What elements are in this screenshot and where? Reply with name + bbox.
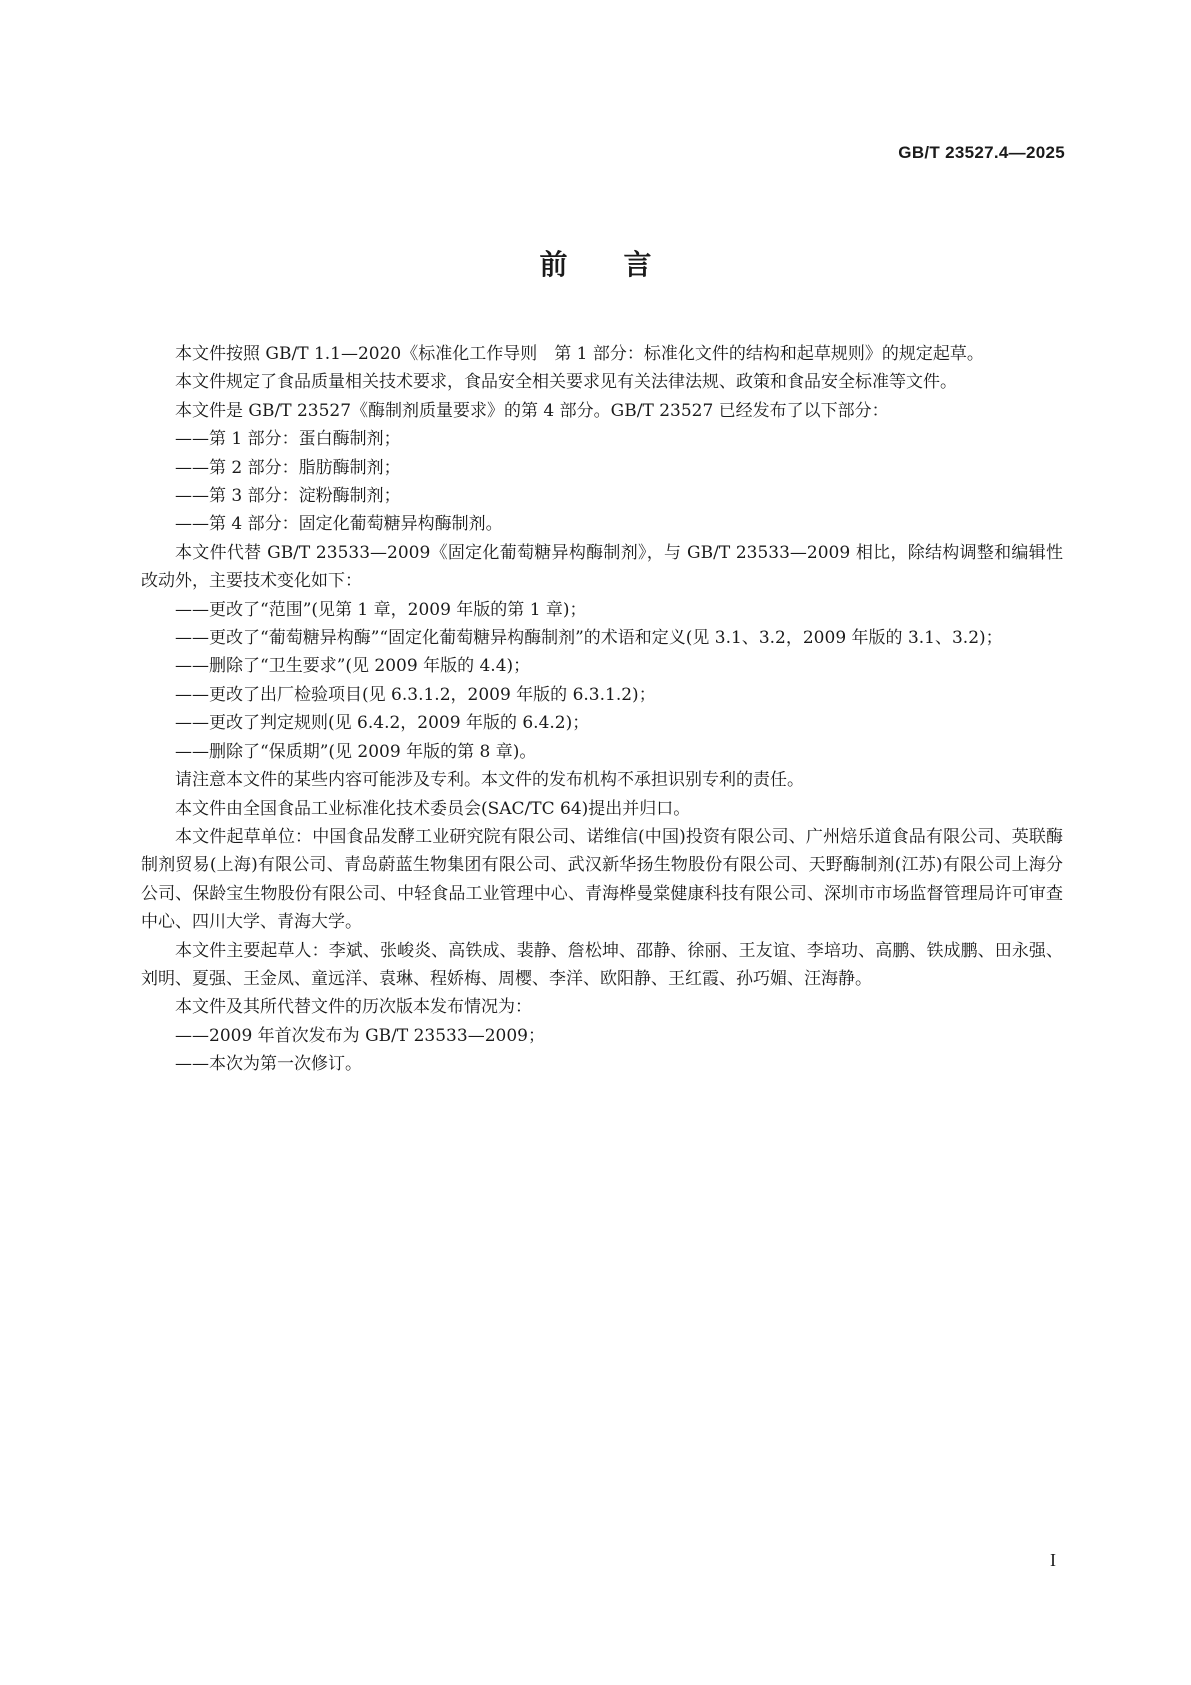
list-item: ——第 1 部分：蛋白酶制剂； xyxy=(175,429,401,450)
list-item: ——更改了出厂检验项目(见 6.3.1.2，2009 年版的 6.3.1.2)； xyxy=(175,684,656,705)
paragraph: 本文件按照 GB/T 1.1—2020《标准化工作导则 第 1 部分：标准化文件的结构和起草规则》的规定起草。 xyxy=(175,344,984,364)
page-number: I xyxy=(1050,1550,1056,1570)
paragraph: 本文件及其所代替文件的历次版本发布情况为： xyxy=(175,997,532,1018)
list-item: ——更改了“葡萄糖异构酶”“固定化葡萄糖异构酶制剂”的术语和定义(见 3.1、3.2，2009 年版的 3.1、3.2)； xyxy=(175,628,1003,649)
list-item: ——删除了“卫生要求”(见 2009 年版的 4.4)； xyxy=(175,656,531,677)
list-item: ——第 4 部分：固定化葡萄糖异构酶制剂。 xyxy=(175,514,503,535)
paragraph: 本文件起草单位：中国食品发酵工业研究院有限公司、诺维信(中国)投资有限公司、广州焙乐道食品有限公司、英联酶制剂贸易(上海)有限公司、青岛蔚蓝生物集团有限公司、武汉新华扬生物股份有限公司、天野酶制剂(江苏)有限公司上海分公司、保龄宝生物股份有限公司、中轻食品工业管理中心、青海桦曼棠健康科技有限公司、深圳市市场监督管理局许可审查中心、四川大学、青海大学。 xyxy=(141,826,1063,933)
list-item: ——更改了“范围”(见第 1 章，2009 年版的第 1 章)； xyxy=(175,599,587,620)
list-item: ——第 2 部分：脂肪酶制剂； xyxy=(175,457,401,478)
paragraph: 本文件是 GB/T 23527《酶制剂质量要求》的第 4 部分。GB/T 23527 已经发布了以下部分： xyxy=(175,400,889,421)
list-item: ——2009 年首次发布为 GB/T 23533—2009； xyxy=(175,1025,545,1046)
paragraph: 请注意本文件的某些内容可能涉及专利。本文件的发布机构不承担识别专利的责任。 xyxy=(175,770,804,791)
standard-code: GB/T 23527.4—2025 xyxy=(898,143,1065,162)
paragraph: 本文件主要起草人：李斌、张峻炎、高铁成、裴静、詹松坤、邵静、徐丽、王友谊、李培功、高鹏、铁成鹏、田永强、刘明、夏强、王金凤、童远洋、袁琳、程娇梅、周樱、李洋、欧阳静、王红霞、孙巧媚、汪海静。 xyxy=(141,940,1063,989)
list-item: ——更改了判定规则(见 6.4.2，2009 年版的 6.4.2)； xyxy=(175,713,590,734)
document-body xyxy=(141,340,1063,1079)
paragraph: 本文件规定了食品质量相关技术要求，食品安全相关要求见有关法律法规、政策和食品安全标准等文件。 xyxy=(175,372,957,393)
page-title: 前言 xyxy=(539,248,708,281)
list-item: ——第 3 部分：淀粉酶制剂； xyxy=(175,486,401,507)
paragraph: 本文件代替 GB/T 23533—2009《固定化葡萄糖异构酶制剂》，与 GB/T 23533—2009 相比，除结构调整和编辑性改动外，主要技术变化如下： xyxy=(141,542,1063,592)
list-item: ——本次为第一次修订。 xyxy=(175,1054,362,1075)
list-item: ——删除了“保质期”(见 2009 年版的第 8 章)。 xyxy=(175,741,537,762)
paragraph: 本文件由全国食品工业标准化技术委员会(SAC/TC 64)提出并归口。 xyxy=(175,798,691,819)
